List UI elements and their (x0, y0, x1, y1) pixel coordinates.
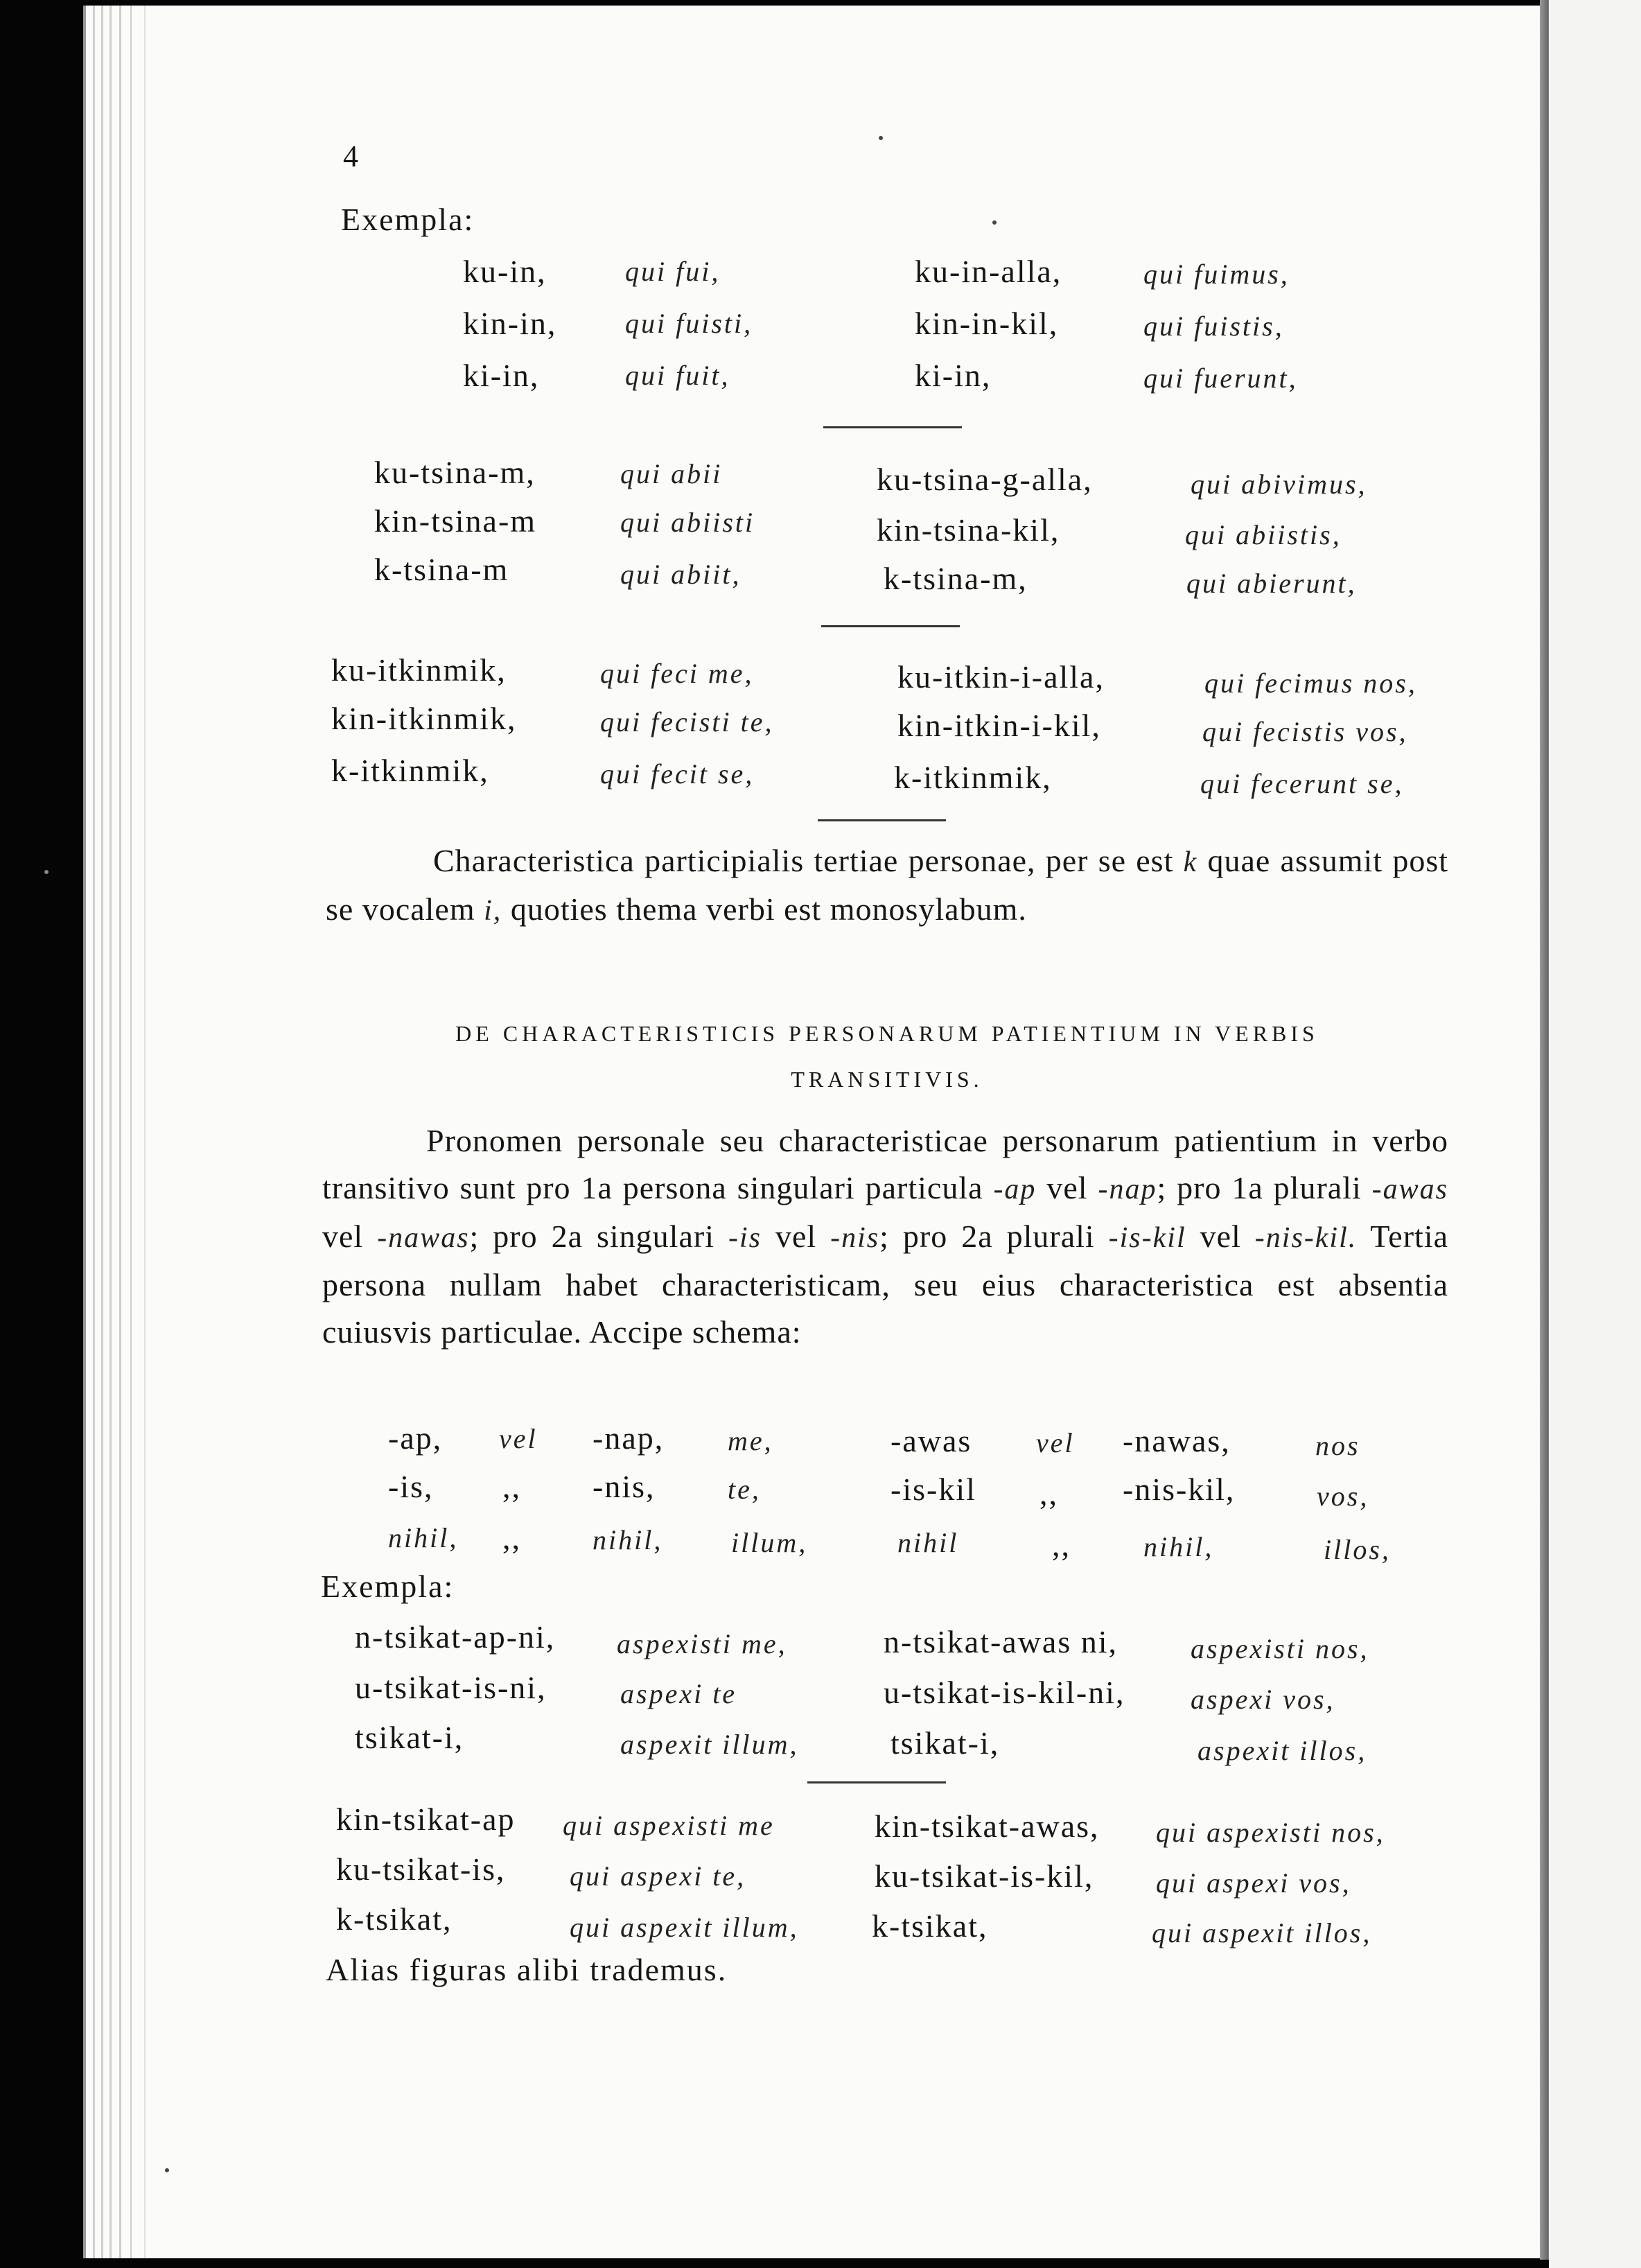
translation-right-3: aspexit illos, (1197, 1735, 1367, 1766)
suffix-nis-kil: -nis-kil. (1254, 1222, 1358, 1254)
separator-rule (823, 426, 962, 428)
page-edge (130, 6, 132, 2258)
translation-left-3: qui fuit, (625, 360, 730, 391)
text-run: vel (1036, 1170, 1098, 1205)
form-left-2: kin-tsina-m (374, 503, 537, 539)
translation-right-2: qui fuistis, (1143, 311, 1284, 342)
translation-right-3: qui fuerunt, (1143, 363, 1298, 394)
translation-right-1: qui fuimus, (1143, 259, 1290, 290)
translation-left-1: aspexisti me, (617, 1628, 787, 1659)
schema-cell: vel (1036, 1427, 1075, 1458)
schema-cell: vel (499, 1423, 538, 1454)
schema-cell: -nis, (593, 1469, 656, 1504)
translation-right-1: qui abivimus, (1191, 469, 1367, 500)
form-right-3: ki-in, (915, 358, 992, 393)
paragraph-pronomen (322, 1117, 1448, 1356)
translation-right-2: qui fecistis vos, (1202, 716, 1408, 747)
translation-left-3: qui aspexit illum, (570, 1912, 799, 1943)
form-right-1: ku-tsina-g-alla, (877, 462, 1093, 497)
text-run: vel (761, 1219, 831, 1254)
form-right-3: k-itkinmik, (894, 760, 1052, 795)
form-right-3: tsikat-i, (890, 1725, 1000, 1761)
schema-cell: -awas (890, 1423, 972, 1458)
suffix-nawas: -nawas (377, 1222, 470, 1254)
speck (165, 2168, 169, 2172)
speck (992, 220, 997, 225)
speck (44, 870, 49, 874)
text-run: Tertia persona nullam habet characteristicam, seu eius characteristica est absentia cuiusvis particulae. Accipe schema: (322, 1219, 1449, 1350)
translation-left-1: qui feci me, (600, 658, 754, 689)
form-left-2: kin-in, (463, 306, 557, 341)
form-left-3: k-tsina-m (374, 552, 509, 587)
suffix-awas: -awas (1371, 1174, 1449, 1205)
page-edge (119, 6, 121, 2258)
heading-line-1: DE CHARACTERISTICIS PERSONARUM PATIENTIUM IN VERBIS (455, 1021, 1319, 1046)
italic-vowel-i: i, (484, 895, 502, 927)
speck (879, 136, 883, 140)
schema-cell: illum, (731, 1527, 808, 1558)
form-left-3: k-itkinmik, (331, 753, 489, 788)
schema-cell: -nap, (593, 1420, 665, 1456)
text-run: ; pro 1a plurali (1157, 1170, 1372, 1205)
schema-cell: -ap, (388, 1420, 443, 1456)
schema-cell: -is, (388, 1469, 434, 1504)
schema-cell: -nis-kil, (1123, 1472, 1236, 1507)
translation-right-1: aspexisti nos, (1191, 1633, 1369, 1664)
form-right-2: kin-in-kil, (915, 306, 1059, 341)
translation-left-2: qui abiisti (620, 507, 755, 538)
page-edge (109, 6, 112, 2258)
form-left-2: ku-tsikat-is, (336, 1851, 506, 1887)
form-right-3: k-tsina-m, (884, 561, 1028, 596)
exempla-label: Exempla: (321, 1569, 455, 1604)
page-edge (93, 6, 95, 2258)
translation-left-2: qui fuisti, (625, 308, 753, 339)
translation-right-2: aspexi vos, (1191, 1684, 1335, 1715)
page-edge (83, 6, 86, 2258)
heading-line-2: TRANSITIVIS. (791, 1067, 983, 1092)
schema-cell: ,, (502, 1520, 521, 1555)
form-left-1: kin-tsikat-ap (336, 1802, 516, 1837)
page-number: 4 (343, 139, 360, 173)
translation-right-1: qui fecimus nos, (1204, 668, 1417, 699)
schema-cell: ,, (1052, 1527, 1071, 1562)
text-run: ; pro 2a singulari (469, 1219, 728, 1254)
form-right-3: k-tsikat, (872, 1908, 988, 1944)
translation-left-2: qui aspexi te, (570, 1860, 746, 1892)
form-right-1: ku-in-alla, (915, 254, 1062, 289)
translation-left-2: qui fecisti te, (600, 706, 774, 738)
form-left-3: tsikat-i, (355, 1720, 464, 1755)
schema-cell: ,, (1039, 1476, 1058, 1511)
form-left-2: kin-itkinmik, (331, 701, 517, 736)
schema-cell: nihil, (1143, 1531, 1214, 1562)
form-left-1: n-tsikat-ap-ni, (355, 1619, 556, 1655)
text-run: quae assumit post se vocalem (326, 843, 1448, 927)
schema-cell: illos, (1324, 1534, 1391, 1565)
page-edge (101, 6, 103, 2258)
paragraph-characteristica (326, 837, 1448, 934)
form-right-2: kin-itkin-i-kil, (897, 708, 1101, 743)
schema-cell: ,, (502, 1469, 521, 1504)
form-left-1: ku-tsina-m, (374, 455, 536, 490)
form-left-1: ku-itkinmik, (331, 652, 507, 688)
form-left-2: u-tsikat-is-ni, (355, 1670, 547, 1705)
translation-right-2: qui aspexi vos, (1156, 1867, 1351, 1899)
suffix-ap: -ap (993, 1174, 1037, 1205)
separator-rule (807, 1781, 946, 1783)
schema-cell: -is-kil (890, 1472, 976, 1507)
translation-left-3: aspexit illum, (620, 1729, 799, 1760)
form-right-1: kin-tsikat-awas, (875, 1808, 1100, 1844)
closing-line: Alias figuras alibi trademus. (326, 1952, 728, 1987)
translation-right-3: qui aspexit illos, (1152, 1917, 1372, 1948)
text-run: Characteristica participialis tertiae personae, per se est (433, 843, 1184, 878)
suffix-is: -is (728, 1222, 762, 1254)
suffix-nap: -nap (1098, 1174, 1157, 1205)
text-run: ; pro 2a plurali (879, 1219, 1109, 1254)
schema-cell: nihil (897, 1527, 959, 1558)
schema-cell: nihil, (593, 1524, 663, 1555)
translation-right-3: qui abierunt, (1186, 568, 1357, 599)
form-left-1: ku-in, (463, 254, 547, 289)
text-run: vel (322, 1219, 378, 1254)
schema-cell: te, (728, 1474, 761, 1505)
form-left-3: ki-in, (463, 358, 540, 393)
separator-rule (821, 625, 960, 627)
schema-cell: -nawas, (1123, 1423, 1231, 1458)
schema-cell: vos, (1317, 1481, 1369, 1512)
translation-left-1: qui fui, (625, 256, 721, 287)
suffix-is-kil: -is-kil (1108, 1222, 1186, 1254)
text-run: vel (1186, 1219, 1255, 1254)
translation-left-3: qui fecit se, (600, 758, 755, 790)
facing-page (1549, 0, 1641, 2268)
form-left-3: k-tsikat, (336, 1901, 453, 1937)
translation-left-2: aspexi te (620, 1678, 737, 1709)
section-heading (326, 1011, 1448, 1102)
exempla-label: Exempla: (341, 202, 475, 237)
form-right-2: ku-tsikat-is-kil, (875, 1858, 1094, 1894)
separator-rule (818, 819, 946, 821)
form-right-2: kin-tsina-kil, (877, 512, 1060, 548)
translation-right-2: qui abiistis, (1185, 519, 1342, 550)
translation-left-3: qui abiit, (620, 559, 741, 590)
page-edge (144, 6, 146, 2258)
text-run: Pronomen personale seu characteristicae personarum patientium in verbo transitivo sunt pro 1a persona singulari particula (322, 1123, 1448, 1205)
italic-letter-k: k (1183, 846, 1198, 878)
form-right-1: n-tsikat-awas ni, (884, 1624, 1118, 1659)
form-right-2: u-tsikat-is-kil-ni, (884, 1675, 1125, 1710)
schema-cell: nos (1315, 1430, 1360, 1461)
schema-cell: me, (728, 1425, 773, 1456)
translation-right-1: qui aspexisti nos, (1156, 1817, 1385, 1848)
suffix-nis: -nis (830, 1222, 880, 1254)
translation-left-1: qui aspexisti me (563, 1810, 775, 1841)
form-right-1: ku-itkin-i-alla, (897, 659, 1105, 695)
translation-left-1: qui abii (620, 458, 723, 489)
schema-cell: nihil, (388, 1522, 459, 1553)
text-run: quoties thema verbi est monosylabum. (502, 891, 1027, 927)
translation-right-3: qui fecerunt se, (1200, 768, 1404, 799)
